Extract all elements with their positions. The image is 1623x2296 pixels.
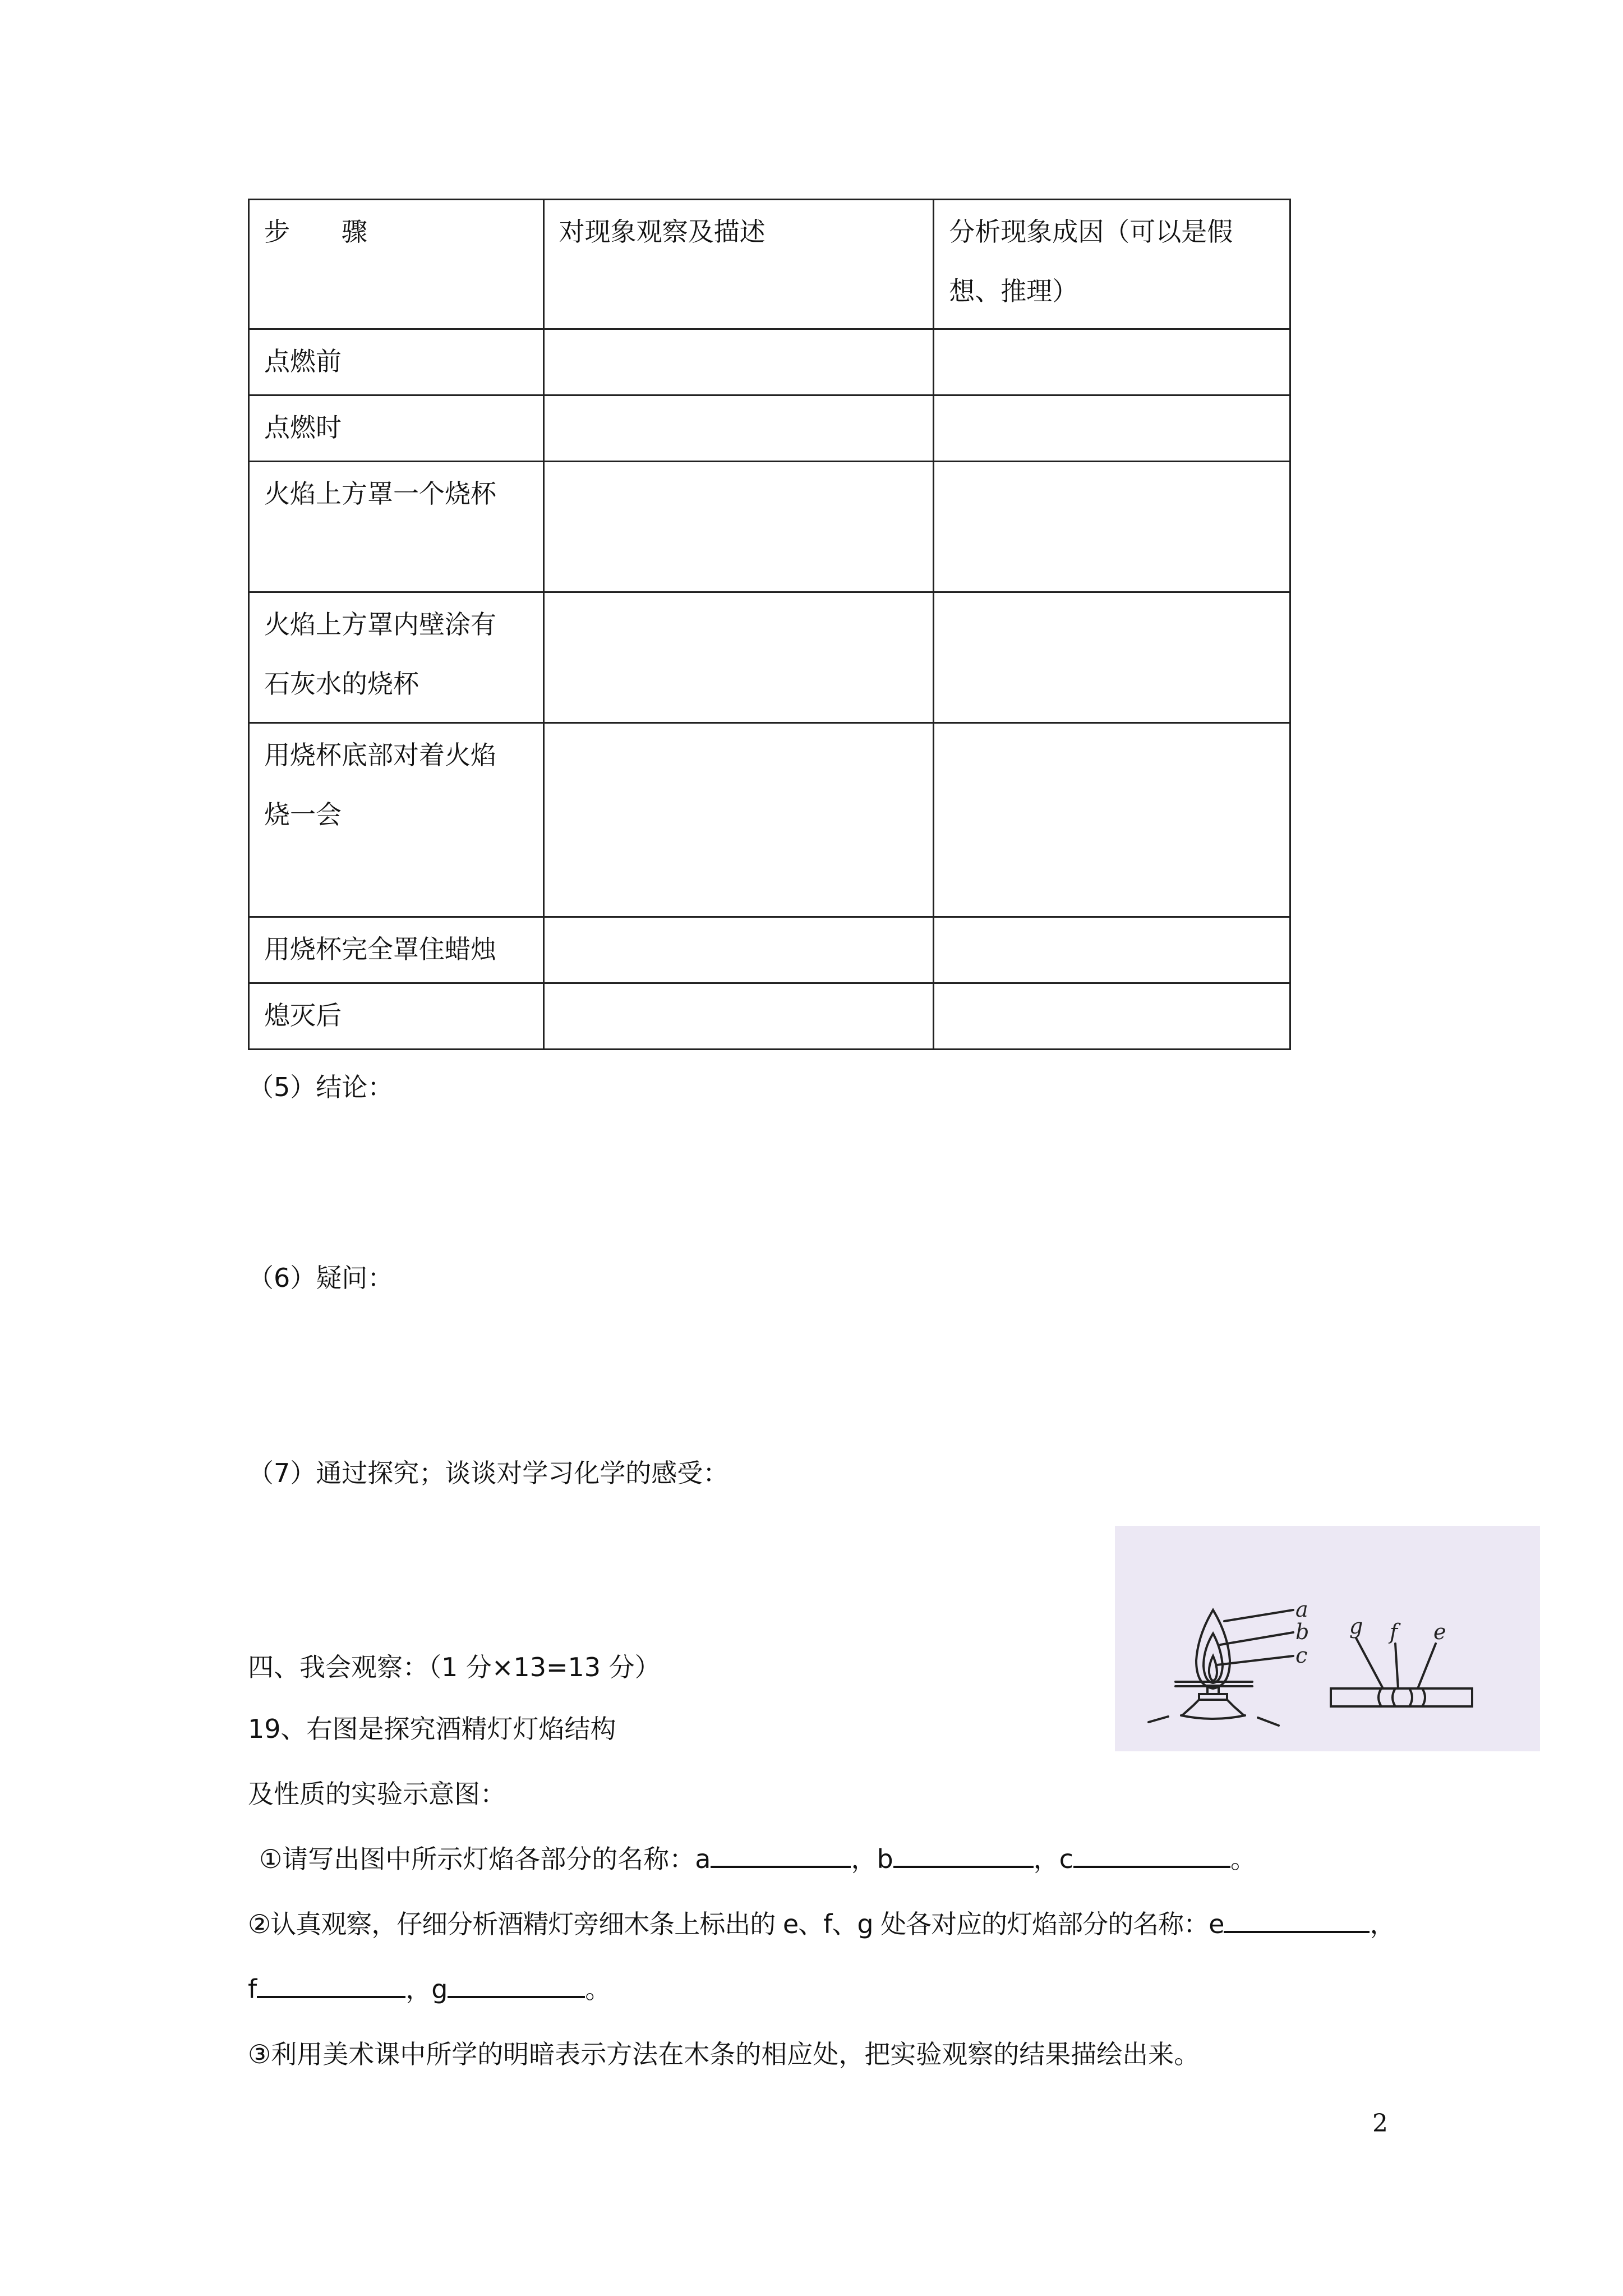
lamp-body [1182,1700,1244,1715]
observation-cell[interactable] [543,592,934,723]
header-observation [543,200,934,329]
question-19-part3: ③利用美术课中所学的明暗表示方法在木条的相应处，把实验观察的结果描绘出来。 [248,2039,1200,2069]
answer-blank-e[interactable] [1224,1905,1370,1933]
table-row [249,983,1290,1050]
analysis-cell[interactable] [934,462,1290,592]
figure-label-f: f [1390,1619,1398,1644]
header-step-label: 步 骤 [264,217,367,247]
answer-blank-f[interactable] [257,1970,405,1998]
observation-cell[interactable] [543,917,934,983]
table-row [249,592,1290,723]
header-observation-label: 对现象观察及描述 [559,217,766,247]
table-row [249,462,1290,592]
wood-stick-right [1331,1688,1472,1706]
observation-cell[interactable] [543,462,934,592]
analysis-cell[interactable] [934,723,1290,917]
question-7-reflection: （7）通过探究；谈谈对学习化学的感受： [248,1458,729,1488]
step-label: 熄灭后 [264,1000,342,1030]
observation-cell[interactable] [543,983,934,1050]
step-label: 火焰上方罩内壁涂有 [264,609,496,639]
answer-blank-a[interactable] [711,1840,851,1868]
question-19-part1 [259,1839,1256,1876]
section-4-heading: 四、我会观察：（1 分×13=13 分） [248,1652,661,1682]
observation-cell[interactable] [543,329,934,395]
question-6-doubts: （6）疑问： [248,1263,394,1293]
table-row [249,329,1290,395]
step-cell [249,329,544,395]
step-cell [249,462,544,592]
table-row [249,917,1290,983]
question-19-part2 [248,1904,1395,1941]
answer-blank-b[interactable] [893,1840,1034,1868]
q19-2-f-label: f [248,1974,257,2004]
figure-label-b: b [1295,1619,1310,1644]
alcohol-lamp-flame-figure [1115,1526,1540,1751]
observation-table [248,199,1291,1050]
answer-blank-g[interactable] [448,1970,585,1998]
question-19-part2-cont [248,1969,611,2006]
header-analysis-label-2: 想、推理） [949,276,1078,306]
q19-1-c-label: ，c [1033,1844,1073,1874]
figure-label-e: e [1433,1619,1446,1644]
q19-2-prefix: ②认真观察，仔细分析酒精灯旁细木条上标出的 e、f、g 处各对应的灯焰部分的名称：e [248,1909,1224,1939]
figure-label-g: g [1349,1614,1363,1639]
q19-1-b-label: ，b [851,1844,893,1874]
step-label: 用烧杯完全罩住蜡烛 [264,934,496,964]
step-label: 用烧杯底部对着火焰 [264,740,496,770]
table-row [249,723,1290,917]
analysis-cell[interactable] [934,983,1290,1050]
analysis-cell[interactable] [934,592,1290,723]
question-19-intro-line1: 19、右图是探究酒精灯灯焰结构 [248,1714,616,1744]
q19-1-prefix: ①请写出图中所示灯焰各部分的名称：a [259,1844,711,1874]
step-label: 点燃前 [264,346,342,376]
flame-inner [1209,1656,1217,1681]
step-cell [249,395,544,462]
q19-2-g-label: ，g [405,1974,448,2004]
question-19-intro-line2: 及性质的实验示意图： [248,1779,506,1809]
analysis-cell[interactable] [934,329,1290,395]
step-label: 火焰上方罩一个烧杯 [264,478,496,509]
table-row [249,395,1290,462]
page-number: 2 [1372,2109,1388,2138]
q19-2-end: 。 [585,1974,611,2004]
header-analysis [934,200,1290,329]
question-5-conclusion: （5）结论： [248,1072,394,1102]
step-cell [249,983,544,1050]
header-step [249,200,544,329]
analysis-cell[interactable] [934,395,1290,462]
figure-label-a: a [1295,1597,1308,1622]
flame-diagram [1115,1526,1540,1751]
step-label-line2: 烧一会 [264,799,342,830]
step-label: 点燃时 [264,412,342,443]
q19-2-comma: ， [1370,1909,1395,1939]
step-cell [249,723,544,917]
figure-label-c: c [1295,1643,1308,1668]
header-analysis-label-1: 分析现象成因（可以是假 [949,217,1233,247]
q19-1-end: 。 [1230,1844,1256,1874]
analysis-cell[interactable] [934,917,1290,983]
step-cell [249,592,544,723]
observation-cell[interactable] [543,395,934,462]
step-cell [249,917,544,983]
table-header-row [249,200,1290,329]
observation-cell[interactable] [543,723,934,917]
step-label-line2: 石灰水的烧杯 [264,669,419,699]
answer-blank-c[interactable] [1073,1840,1230,1868]
